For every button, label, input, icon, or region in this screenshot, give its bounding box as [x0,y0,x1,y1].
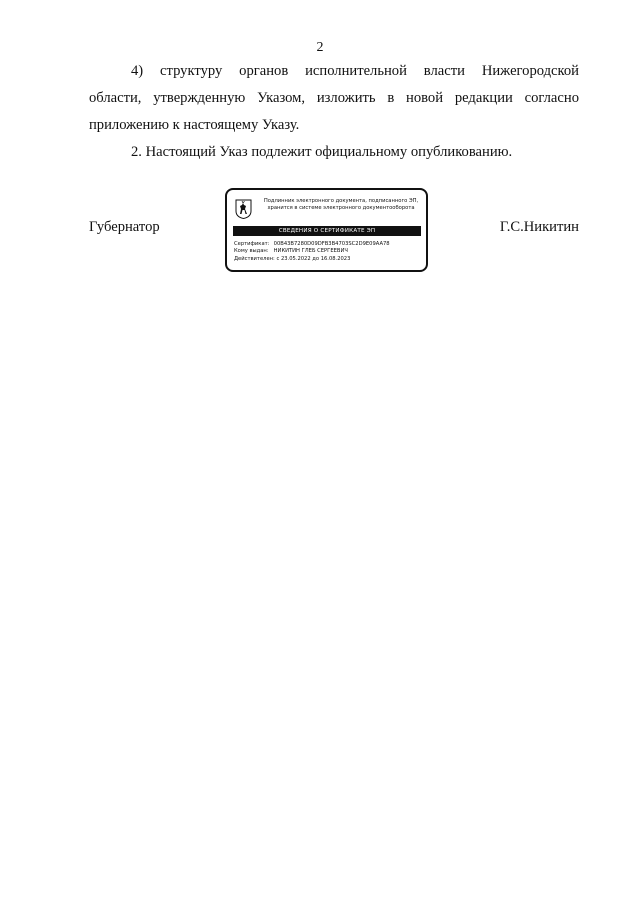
stamp-header-line1: Подлинник электронного документа, подписанного ЭП, [263,198,419,204]
certificate-value: 00B43B7280D09DFB3B4703SC2D9E09AA78 [273,241,390,247]
page-number: 2 [316,40,324,55]
stamp-header-line2: хранится в системе электронного документооборота [267,205,415,211]
stamp-band-title: СВЕДЕНИЯ О СЕРТИФИКАТЕ ЭП [233,226,421,236]
paragraph-2: 2. Настоящий Указ подлежит официальному опубликованию. [131,144,513,160]
valid-label: Действителен: [234,255,275,262]
stamp-details [234,241,424,263]
signatory-name: Г.С.Никитин [499,219,579,235]
e-signature-stamp [225,188,428,272]
document-body [89,58,579,166]
valid-value: с 23.05.2022 до 16.08.2023 [276,255,351,262]
signatory-position: Губернатор [89,219,160,235]
paragraph-item-4-rest: области, утвержденную Указом, изложить в новой редакции согласно приложению к настоящему Указу. [89,90,579,133]
issued-to-value: НИКИТИН ГЛЕБ СЕРГЕЕВИЧ [273,248,348,255]
stamp-valid-row [234,256,424,263]
deer-emblem-icon [235,199,252,219]
stamp-issued-to-row [234,248,424,255]
stamp-certificate-row [234,241,424,248]
issued-to-label: Кому выдан: [234,248,269,255]
paragraph-item-4-line1: 4) структуру органов исполнительной власти Нижегородской [131,63,579,79]
stamp-header [257,198,425,212]
certificate-label: Сертификат: [234,241,270,247]
